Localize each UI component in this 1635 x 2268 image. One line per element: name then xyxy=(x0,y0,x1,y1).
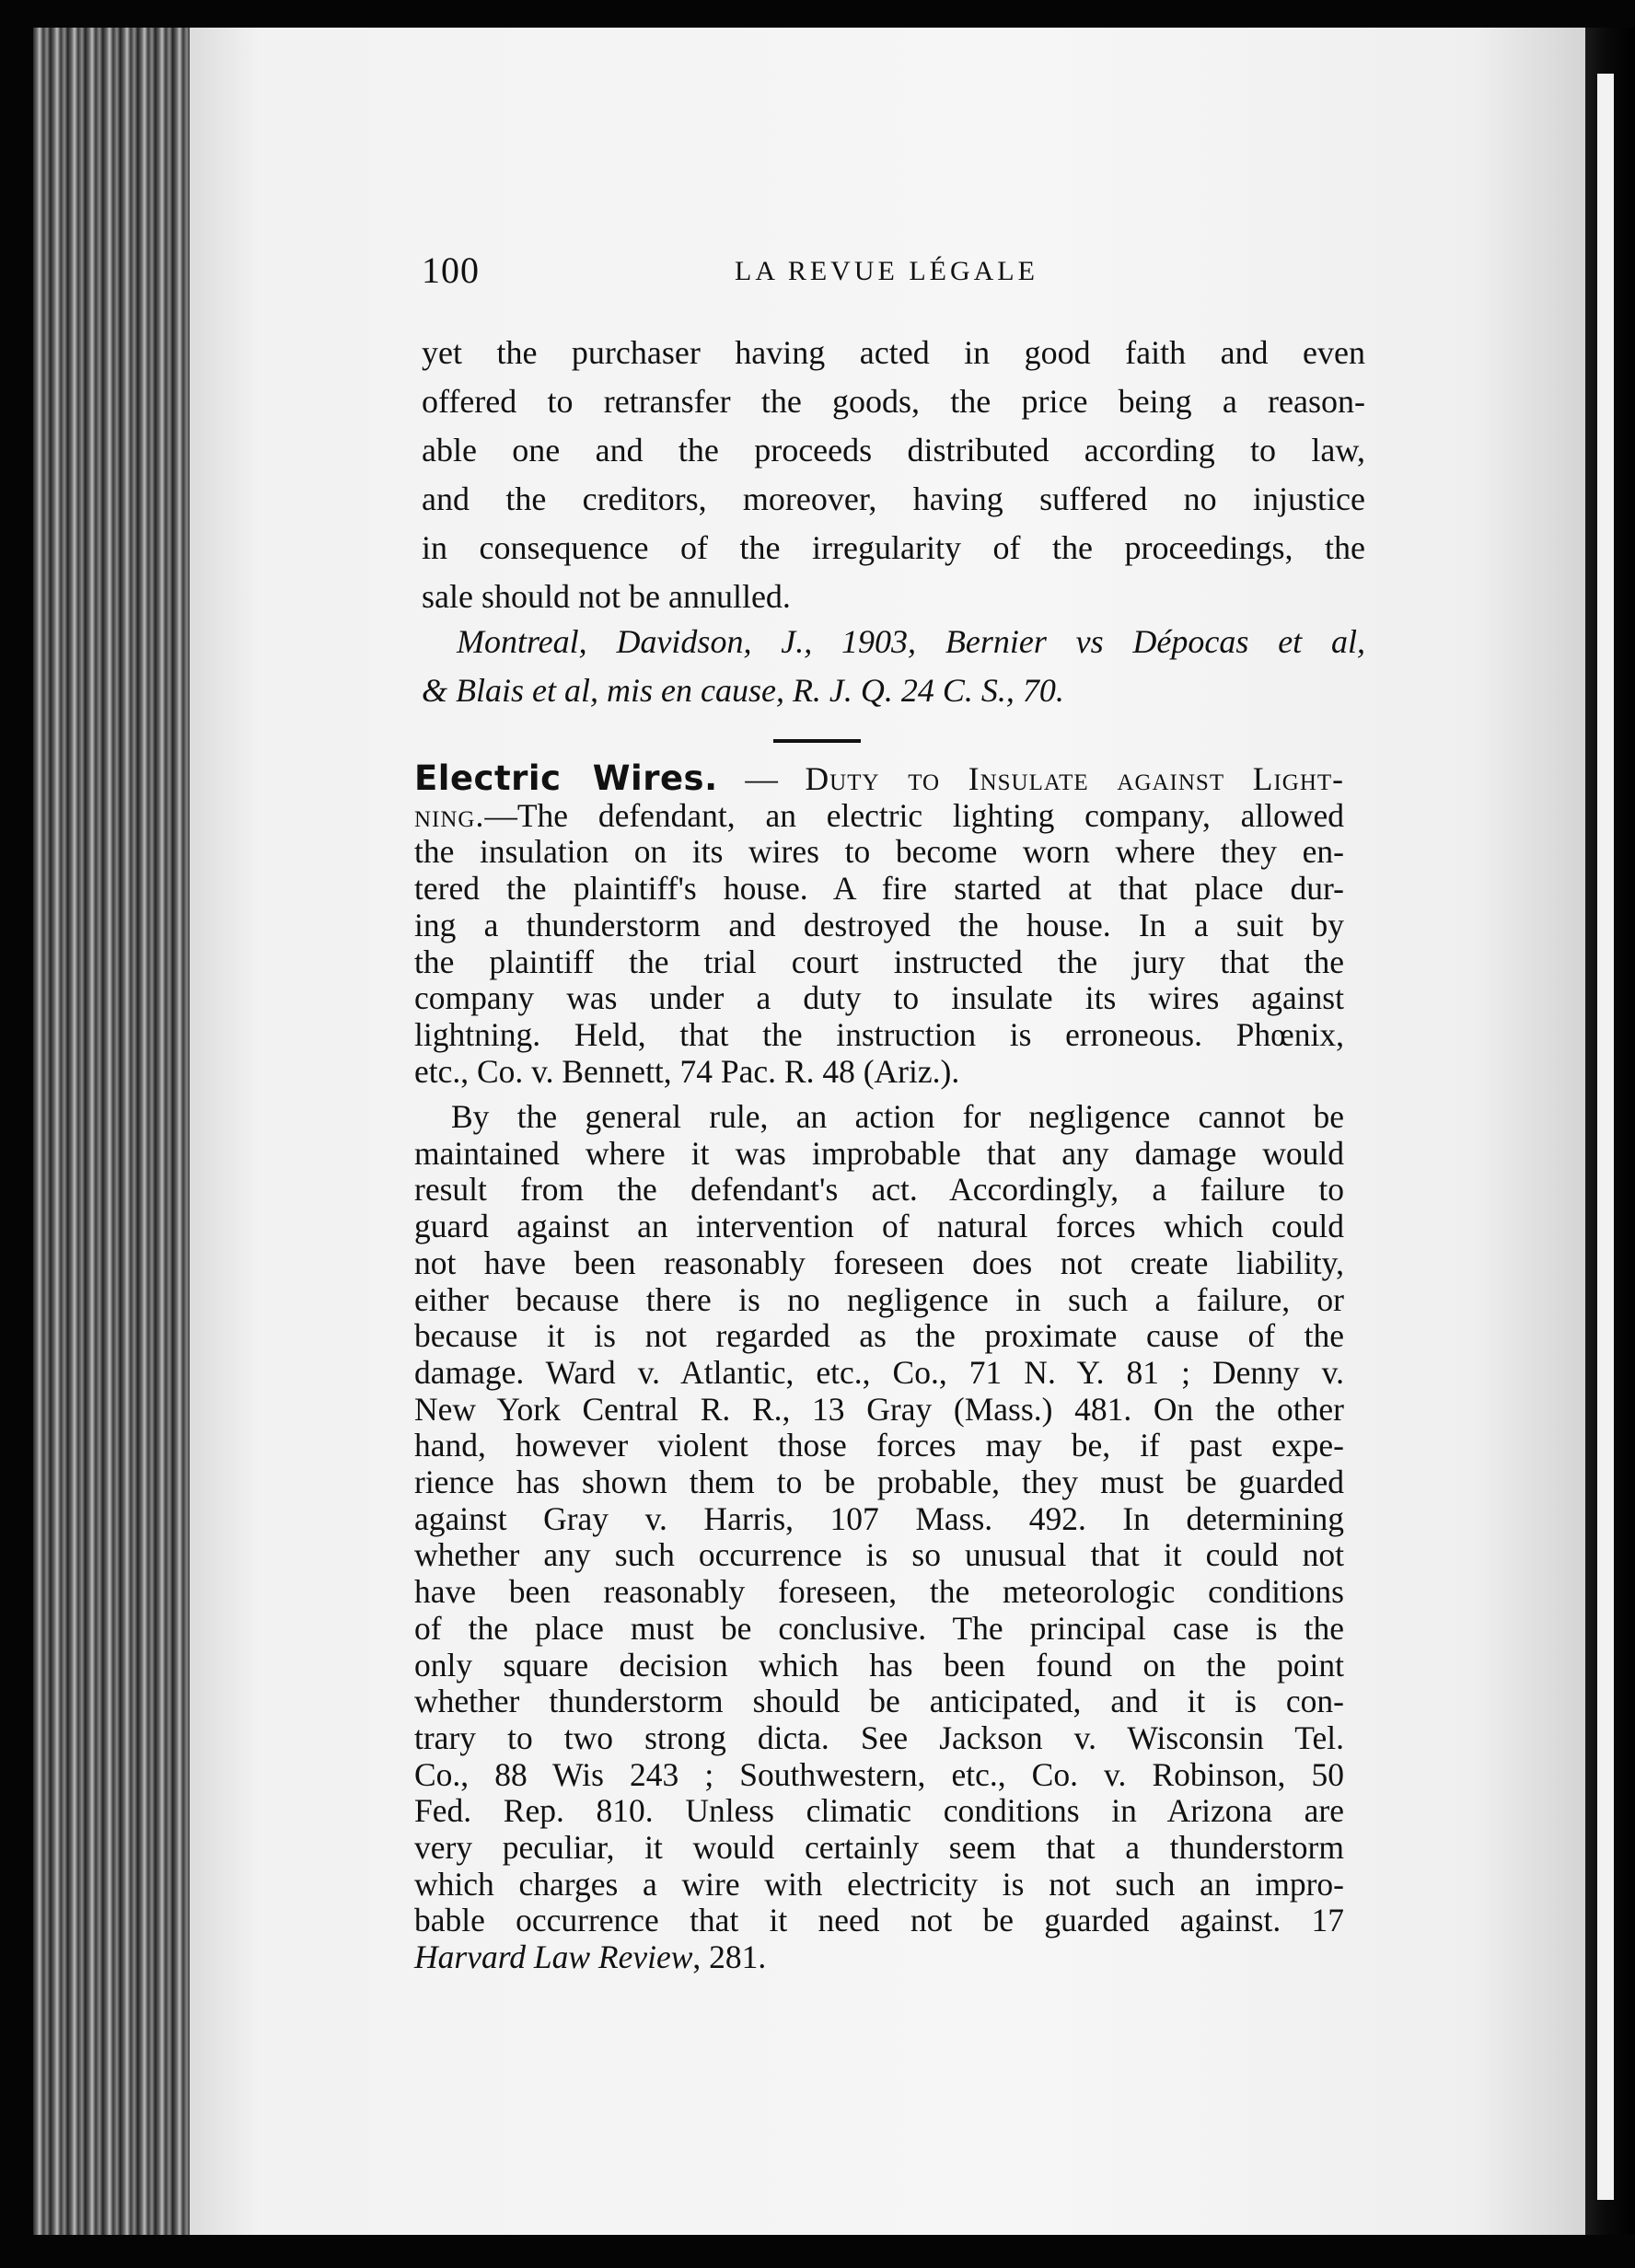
text-line: able one and the proceeds distributed according to law, xyxy=(422,432,1365,469)
text-line: either because there is no negligence in such a failure, or xyxy=(414,1280,1344,1318)
journal-page: , 281. xyxy=(692,1938,767,1976)
page-number: 100 xyxy=(422,249,480,291)
note-first-paragraph xyxy=(414,760,1344,1090)
text-line: maintained where it was improbable that any damage would xyxy=(414,1134,1344,1172)
text-line: ning.—The defendant, an electric lighting company, allowed xyxy=(414,796,1344,834)
text-line: company was under a duty to insulate its wires against xyxy=(414,979,1344,1017)
journal-title: Harvard Law Review xyxy=(414,1938,693,1976)
text-line: guard against an intervention of natural forces which could xyxy=(414,1208,1344,1245)
text-line: yet the purchaser having acted in good faith and even xyxy=(422,334,1365,371)
text-line: etc., Co. v. Bennett, 74 Pac. R. 48 (Ariz.). xyxy=(414,1052,960,1090)
text-line: damage. Ward v. Atlantic, etc., Co., 71 N. Y. 81 ; Denny v. xyxy=(414,1353,1344,1391)
text-line: Co., 88 Wis 243 ; Southwestern, etc., Co. v. Robinson, 50 xyxy=(414,1755,1344,1793)
book-spine xyxy=(33,28,190,2235)
text-line: in consequence of the irregularity of the proceedings, the xyxy=(422,529,1365,566)
text-line: Fed. Rep. 810. Unless climatic conditions in Arizona are xyxy=(414,1792,1344,1830)
note-heading: Electric Wires. xyxy=(414,758,718,798)
text-line: New York Central R. R., 13 Gray (Mass.) 481. On the other xyxy=(414,1390,1344,1428)
case-citation xyxy=(422,618,1365,715)
citation-line: & Blais et al, mis en cause, R. J. Q. 24 C. S., 70. xyxy=(422,672,1064,709)
heading-dash: — xyxy=(717,760,806,797)
text-line xyxy=(414,1939,1344,1976)
text-line: ing a thunderstorm and destroyed the house. In a suit by xyxy=(414,906,1344,943)
top-paragraph xyxy=(422,329,1365,621)
text-line: and the creditors, moreover, having suffered no injustice xyxy=(422,480,1365,517)
text-line: very peculiar, it would certainly seem that a thunderstorm xyxy=(414,1829,1344,1867)
text-line: result from the defendant's act. Accordingly, a failure to xyxy=(414,1171,1344,1209)
text-line: offered to retransfer the goods, the price being a reason- xyxy=(422,383,1365,420)
text-line: against Gray v. Harris, 107 Mass. 492. In determining xyxy=(414,1499,1344,1537)
running-title: LA REVUE LÉGALE xyxy=(735,256,1038,286)
text-line: hand, however violent those forces may be, if past expe- xyxy=(414,1427,1344,1464)
text-line: whether thunderstorm should be anticipated, and it is con- xyxy=(414,1683,1344,1720)
text-line: sale should not be annulled. xyxy=(422,578,791,615)
text-line: trary to two strong dicta. See Jackson v. Wisconsin Tel. xyxy=(414,1718,1344,1756)
text-line: not have been reasonably foreseen does not create liability, xyxy=(414,1244,1344,1281)
text-line: because it is not regarded as the proximate cause of the xyxy=(414,1317,1344,1355)
citation-line: Montreal, Davidson, J., 1903, Bernier vs Dépocas et al, xyxy=(457,623,1365,660)
text-line: rience has shown them to be probable, they must be guarded xyxy=(414,1464,1344,1501)
text-line: whether any such occurrence is so unusual that it could not xyxy=(414,1536,1344,1574)
text-line: By the general rule, an action for negligence cannot be xyxy=(451,1098,1344,1135)
note-subheading-end: ning. xyxy=(414,796,485,834)
text-line: tered the plaintiff's house. A fire started at that place dur- xyxy=(414,870,1344,908)
text-line: which charges a wire with electricity is not such an impro- xyxy=(414,1865,1344,1903)
next-page-edge xyxy=(1597,74,1614,2200)
note-subheading: Duty to Insulate against Light- xyxy=(805,760,1344,797)
text-line: of the place must be conclusive. The principal case is the xyxy=(414,1609,1344,1647)
text-line: lightning. Held, that the instruction is erroneous. Phœnix, xyxy=(414,1015,1344,1053)
text-line: the plaintiff the trial court instructed the jury that the xyxy=(414,943,1344,980)
text-line: bable occurrence that it need not be guarded against. 17 xyxy=(414,1902,1344,1939)
text-line: the insulation on its wires to become worn where they en- xyxy=(414,833,1344,871)
note-heading-line xyxy=(414,760,1344,798)
note-second-paragraph xyxy=(414,1099,1344,1976)
section-divider xyxy=(773,739,861,743)
text-line: have been reasonably foreseen, the meteorologic conditions xyxy=(414,1573,1344,1611)
text-line: only square decision which has been found on the point xyxy=(414,1646,1344,1684)
page-header xyxy=(422,249,1365,304)
